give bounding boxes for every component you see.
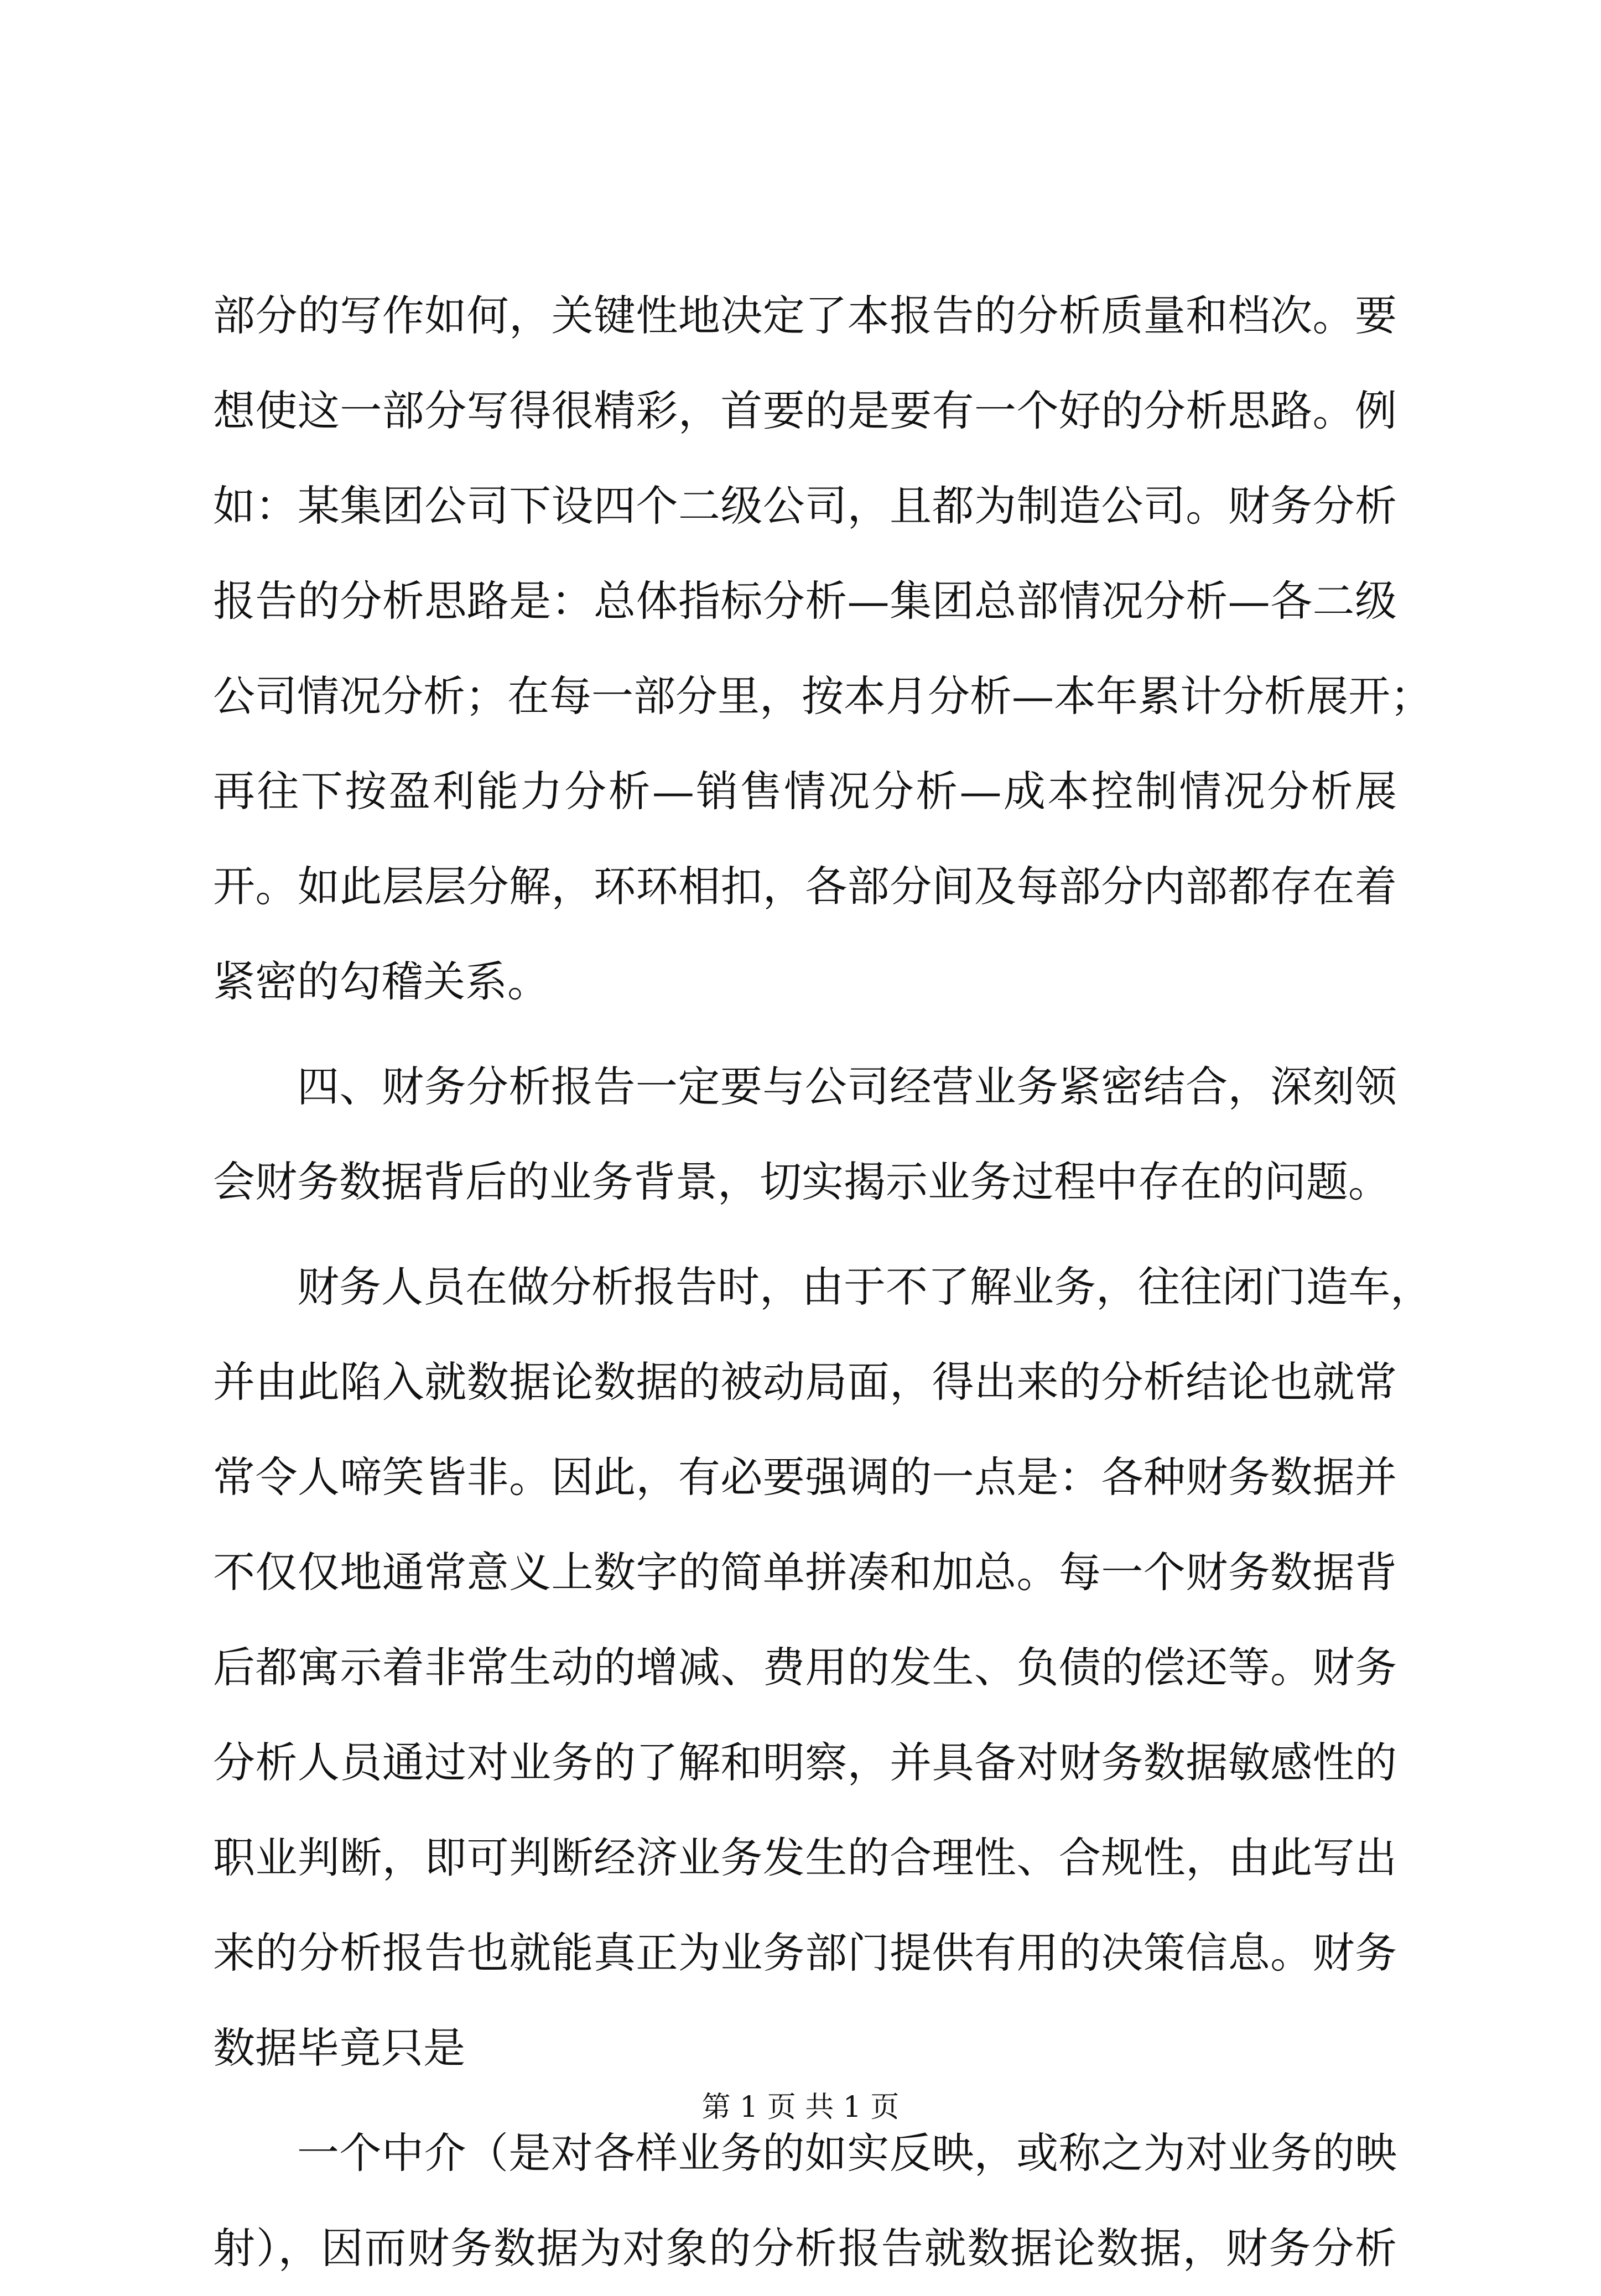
text-line: 数据毕竟只是 (213, 2023, 465, 2073)
text-line: 部分的写作如何，关键性地决定了本报告的分析质量和档次。要 (213, 291, 1397, 340)
text-line: 不仅仅地通常意义上数字的简单拼凑和加总。每一个财务数据背 (213, 1548, 1397, 1597)
text-line: 公司情况分析；在每一部分里，按本月分析—本年累计分析展开； (213, 671, 1432, 721)
paragraph-4 (213, 2106, 1397, 2296)
paragraph-1 (213, 268, 1432, 1029)
text-line: 后都寓示着非常生动的增减、费用的发生、负债的偿还等。财务 (213, 1643, 1397, 1692)
text-line: 常令人啼笑皆非。因此，有必要强调的一点是：各种财务数据并 (213, 1452, 1397, 1502)
paragraph-spacer (213, 1029, 1397, 1039)
text-line: 想使这一部分写得很精彩，首要的是要有一个好的分析思路。例 (213, 386, 1397, 435)
text-line: 财务人员在做分析报告时，由于不了解业务，往往闭门造车， (297, 1262, 1432, 1311)
text-line: 并由此陷入就数据论数据的被动局面，得出来的分析结论也就常 (213, 1357, 1397, 1407)
text-line: 一个中介（是对各样业务的如实反映，或称之为对业务的映 (297, 2128, 1397, 2178)
text-line: 再往下按盈利能力分析—销售情况分析—成本控制情况分析展 (213, 767, 1397, 816)
text-line: 分析人员通过对业务的了解和明察，并具备对财务数据敏感性的 (213, 1738, 1397, 1787)
document-body (213, 268, 1432, 2296)
text-line: 如：某集团公司下设四个二级公司，且都为制造公司。财务分析 (213, 481, 1397, 530)
paragraph-2 (213, 1039, 1397, 1230)
text-line: 四、财务分析报告一定要与公司经营业务紧密结合，深刻领 (297, 1062, 1397, 1111)
paragraph-spacer (213, 1230, 1397, 1240)
text-line: 职业判断，即可判断经济业务发生的合理性、合规性，由此写出 (213, 1833, 1397, 1882)
text-line: 开。如此层层分解，环环相扣，各部分间及每部分内部都存在着 (213, 862, 1397, 911)
page-footer: 第 1 页 共 1 页 (701, 2091, 900, 2124)
text-line: 紧密的勾稽关系。 (213, 957, 549, 1006)
text-line: 报告的分析思路是：总体指标分析—集团总部情况分析—各二级 (213, 576, 1397, 626)
text-line: 射），因而财务数据为对象的分析报告就数据论数据，财务分析 (213, 2224, 1397, 2273)
text-line: 来的分析报告也就能真正为业务部门提供有用的决策信息。财务 (213, 1928, 1397, 1977)
paragraph-3 (213, 1240, 1432, 2096)
text-line: 会财务数据背后的业务背景，切实揭示业务过程中存在的问题。 (213, 1157, 1390, 1206)
